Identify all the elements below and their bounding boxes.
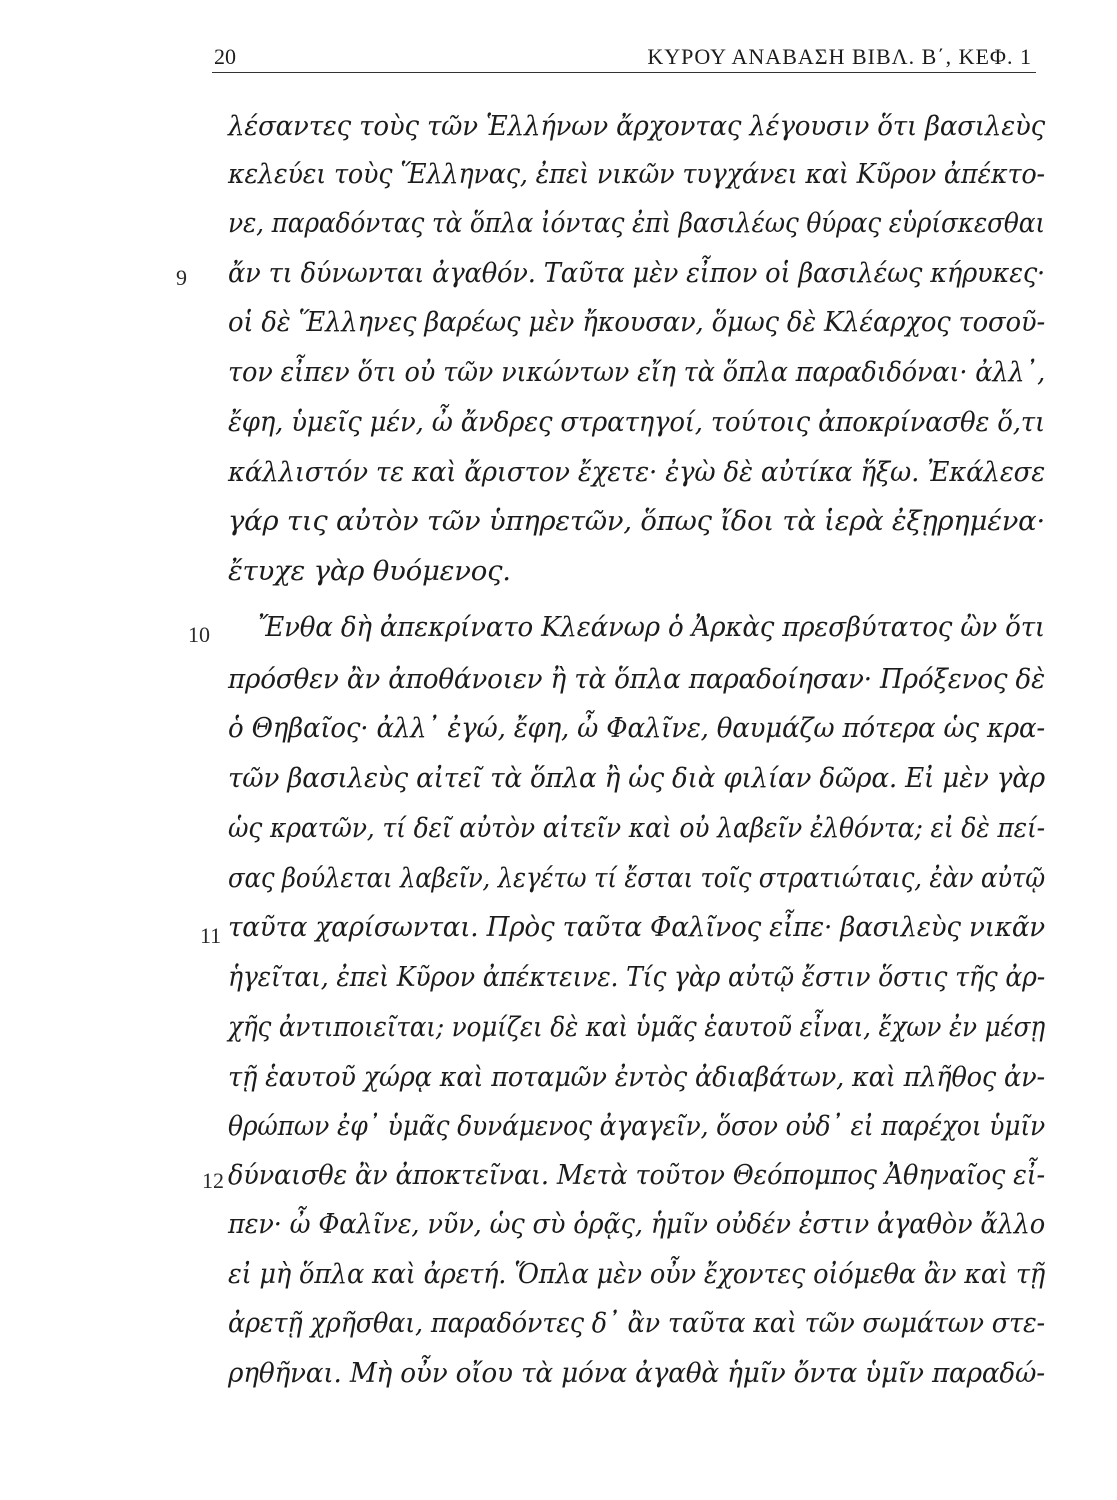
text-line: ἄν τι δύνωνται ἀγαθόν. Ταῦτα μὲν εἶπον οἱ βασιλέως κήρυκες· (228, 257, 1046, 289)
section-number-11: 11 (200, 923, 222, 948)
section-number-9: 9 (176, 265, 187, 290)
text-line: λέσαντες τοὺς τῶν Ἑλλήνων ἄρχοντας λέγουσιν ὅτι βασιλεὺς (228, 110, 1046, 142)
text-line: δύναισθε ἂν ἀποκτεῖναι. Μετὰ τοῦτον Θεόπομπος Ἀθηναῖος εἶ- (228, 1159, 1046, 1191)
section-number-12: 12 (202, 1168, 224, 1193)
text-line: ὁ Θηβαῖος· ἀλλ᾽ ἐγώ, ἔφη, ὦ Φαλῖνε, θαυμάζω πότερα ὡς κρα- (228, 712, 1046, 744)
text-line: πρόσθεν ἂν ἀποθάνοιεν ἢ τὰ ὅπλα παραδοίησαν· Πρόξενος δὲ (228, 663, 1045, 695)
text-line: χῆς ἀντιποιεῖται; νομίζει δὲ καὶ ὑμᾶς ἑαυτοῦ εἶναι, ἔχων ἐν μέσῃ (228, 1011, 1045, 1043)
text-line: οἱ δὲ Ἕλληνες βαρέως μὲν ἤκουσαν, ὅμως δὲ Κλέαρχος τοσοῦ- (228, 306, 1046, 338)
text-line: νε, παραδόντας τὰ ὅπλα ἰόντας ἐπὶ βασιλέως θύρας εὑρίσκεσθαι (228, 207, 1045, 239)
text-line: πεν· ὦ Φαλῖνε, νῦν, ὡς σὺ ὁρᾷς, ἡμῖν οὐδέν ἐστιν ἀγαθὸν ἄλλο (228, 1208, 1046, 1240)
text-line: κελεύει τοὺς Ἕλληνας, ἐπεὶ νικῶν τυγχάνει καὶ Κῦρον ἀπέκτο- (228, 158, 1045, 190)
text-line: ἀρετῇ χρῆσθαι, παραδόντες δ᾽ ἂν ταῦτα καὶ τῶν σωμάτων στε- (228, 1307, 1045, 1339)
running-title: ΚΥΡΟΥ ΑΝΑΒΑΣΗ ΒΙΒΛ. Β΄, ΚΕΦ. 1 (647, 44, 1032, 69)
text-line: ὡς κρατῶν, τί δεῖ αὐτὸν αἰτεῖν καὶ οὐ λαβεῖν ἐλθόντα; εἰ δὲ πεί- (228, 812, 1045, 844)
text-line: ἡγεῖται, ἐπεὶ Κῦρον ἀπέκτεινε. Τίς γὰρ αὐτῷ ἔστιν ὅστις τῆς ἀρ- (228, 961, 1046, 993)
text-line: κάλλιστόν τε καὶ ἄριστον ἔχετε· ἐγὼ δὲ αὐτίκα ἥξω. Ἐκάλεσε (228, 456, 1046, 488)
text-line: ρηθῆναι. Μὴ οὖν οἴου τὰ μόνα ἀγαθὰ ἡμῖν ὄντα ὑμῖν παραδώ- (228, 1357, 1046, 1389)
text-line: ταῦτα χαρίσωνται. Πρὸς ταῦτα Φαλῖνος εἶπε· βασιλεὺς νικᾶν (228, 911, 1046, 943)
text-line: τον εἶπεν ὅτι οὐ τῶν νικώντων εἴη τὰ ὅπλα παραδιδόναι· ἀλλ᾽, (228, 356, 1046, 388)
text-line: εἰ μὴ ὅπλα καὶ ἀρετή. Ὅπλα μὲν οὖν ἔχοντες οἰόμεθα ἂν καὶ τῇ (228, 1258, 1046, 1290)
page-header (212, 38, 1036, 73)
text-line: γάρ τις αὐτὸν τῶν ὑπηρετῶν, ὅπως ἴδοι τὰ ἱερὰ ἐξῃρημένα· (228, 505, 1045, 537)
text-line: ἔφη, ὑμεῖς μέν, ὦ ἄνδρες στρατηγοί, τούτοις ἀποκρίνασθε ὅ,τι (228, 406, 1045, 438)
text-line: ἔτυχε γὰρ θυόμενος. (228, 555, 511, 587)
section-number-10: 10 (188, 622, 210, 647)
text-line: τῶν βασιλεὺς αἰτεῖ τὰ ὅπλα ἢ ὡς διὰ φιλίαν δῶρα. Εἰ μὲν γὰρ (228, 762, 1045, 794)
text-line: Ἔνθα δὴ ἀπεκρίνατο Κλεάνωρ ὁ Ἀρκὰς πρεσβύτατος ὢν ὅτι (258, 611, 1045, 643)
text-line: τῇ ἑαυτοῦ χώρᾳ καὶ ποταμῶν ἐντὸς ἀδιαβάτων, καὶ πλῆθος ἀν- (228, 1061, 1046, 1093)
text-line: σας βούλεται λαβεῖν, λεγέτω τί ἔσται τοῖς στρατιώταις, ἐὰν αὐτῷ (228, 862, 1046, 894)
page-number: 20 (214, 44, 236, 69)
text-line: θρώπων ἐφ᾽ ὑμᾶς δυνάμενος ἀγαγεῖν, ὅσον οὐδ᾽ εἰ παρέχοι ὑμῖν (228, 1110, 1046, 1142)
